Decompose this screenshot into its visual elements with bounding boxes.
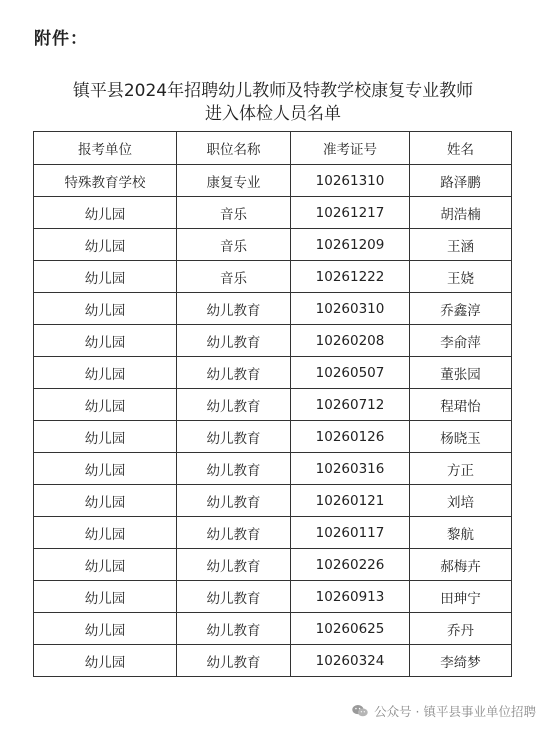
- table-row: [34, 549, 512, 581]
- cell-ticket-number: 10260117: [291, 517, 410, 549]
- cell-position: 康复专业: [177, 165, 291, 197]
- cell-unit: 幼儿园: [34, 325, 177, 357]
- cell-position: 幼儿教育: [177, 325, 291, 357]
- cell-position: 幼儿教育: [177, 549, 291, 581]
- cell-ticket-number: 10261222: [291, 261, 410, 293]
- header-name: 姓名: [410, 132, 512, 165]
- cell-name: 李绮梦: [410, 645, 512, 677]
- cell-unit: 幼儿园: [34, 645, 177, 677]
- cell-position: 幼儿教育: [177, 453, 291, 485]
- cell-position: 音乐: [177, 197, 291, 229]
- cell-name: 王涵: [410, 229, 512, 261]
- cell-unit: 幼儿园: [34, 229, 177, 261]
- cell-position: 幼儿教育: [177, 613, 291, 645]
- table-row: [34, 325, 512, 357]
- table-row: [34, 421, 512, 453]
- cell-name: 乔鑫淳: [410, 293, 512, 325]
- wechat-icon: [351, 704, 369, 718]
- cell-ticket-number: 10260316: [291, 453, 410, 485]
- cell-ticket-number: 10261209: [291, 229, 410, 261]
- cell-ticket-number: 10260126: [291, 421, 410, 453]
- cell-position: 幼儿教育: [177, 517, 291, 549]
- table-row: [34, 389, 512, 421]
- cell-ticket-number: 10260913: [291, 581, 410, 613]
- cell-position: 幼儿教育: [177, 389, 291, 421]
- cell-name: 黎航: [410, 517, 512, 549]
- cell-name: 郝梅卉: [410, 549, 512, 581]
- table-row: [34, 357, 512, 389]
- cell-position: 幼儿教育: [177, 357, 291, 389]
- cell-position: 幼儿教育: [177, 293, 291, 325]
- table-row: [34, 581, 512, 613]
- document-title-line-2: 进入体检人员名单: [205, 104, 341, 124]
- cell-unit: 幼儿园: [34, 549, 177, 581]
- cell-name: 董张园: [410, 357, 512, 389]
- cell-position: 音乐: [177, 261, 291, 293]
- cell-ticket-number: 10260625: [291, 613, 410, 645]
- table-row: [34, 165, 512, 197]
- cell-name: 刘培: [410, 485, 512, 517]
- cell-ticket-number: 10260324: [291, 645, 410, 677]
- cell-unit: 幼儿园: [34, 613, 177, 645]
- wechat-watermark: [351, 702, 536, 720]
- cell-ticket-number: 10260310: [291, 293, 410, 325]
- cell-name: 路泽鹏: [410, 165, 512, 197]
- cell-position: 幼儿教育: [177, 645, 291, 677]
- cell-position: 幼儿教育: [177, 421, 291, 453]
- cell-unit: 特殊教育学校: [34, 165, 177, 197]
- cell-unit: 幼儿园: [34, 197, 177, 229]
- cell-ticket-number: 10260712: [291, 389, 410, 421]
- table-row: [34, 645, 512, 677]
- cell-unit: 幼儿园: [34, 581, 177, 613]
- table-row: [34, 293, 512, 325]
- table-row: [34, 197, 512, 229]
- table-header-row: [34, 132, 512, 165]
- cell-unit: 幼儿园: [34, 293, 177, 325]
- attachment-label: 附件：: [34, 29, 88, 49]
- cell-unit: 幼儿园: [34, 421, 177, 453]
- table-row: [34, 613, 512, 645]
- cell-position: 音乐: [177, 229, 291, 261]
- cell-unit: 幼儿园: [34, 357, 177, 389]
- cell-name: 乔丹: [410, 613, 512, 645]
- header-unit: 报考单位: [34, 132, 177, 165]
- table-row: [34, 229, 512, 261]
- cell-ticket-number: 10260208: [291, 325, 410, 357]
- cell-name: 方正: [410, 453, 512, 485]
- cell-name: 杨晓玉: [410, 421, 512, 453]
- header-ticket-number: 准考证号: [291, 132, 410, 165]
- cell-name: 胡浩楠: [410, 197, 512, 229]
- cell-name: 李俞萍: [410, 325, 512, 357]
- table-row: [34, 453, 512, 485]
- watermark-text: 公众号 · 镇平县事业单位招聘: [374, 704, 536, 719]
- cell-unit: 幼儿园: [34, 485, 177, 517]
- table-row: [34, 485, 512, 517]
- cell-ticket-number: 10261310: [291, 165, 410, 197]
- exam-roster-table: [33, 131, 512, 677]
- cell-unit: 幼儿园: [34, 389, 177, 421]
- cell-unit: 幼儿园: [34, 261, 177, 293]
- cell-unit: 幼儿园: [34, 517, 177, 549]
- document-title-line-1: 镇平县2024年招聘幼儿教师及特教学校康复专业教师: [72, 81, 474, 101]
- cell-ticket-number: 10261217: [291, 197, 410, 229]
- table-row: [34, 261, 512, 293]
- cell-ticket-number: 10260121: [291, 485, 410, 517]
- header-position: 职位名称: [177, 132, 291, 165]
- cell-ticket-number: 10260507: [291, 357, 410, 389]
- cell-name: 王娆: [410, 261, 512, 293]
- table-row: [34, 517, 512, 549]
- cell-name: 程珺怡: [410, 389, 512, 421]
- cell-name: 田珅宁: [410, 581, 512, 613]
- cell-position: 幼儿教育: [177, 485, 291, 517]
- cell-ticket-number: 10260226: [291, 549, 410, 581]
- cell-unit: 幼儿园: [34, 453, 177, 485]
- cell-position: 幼儿教育: [177, 581, 291, 613]
